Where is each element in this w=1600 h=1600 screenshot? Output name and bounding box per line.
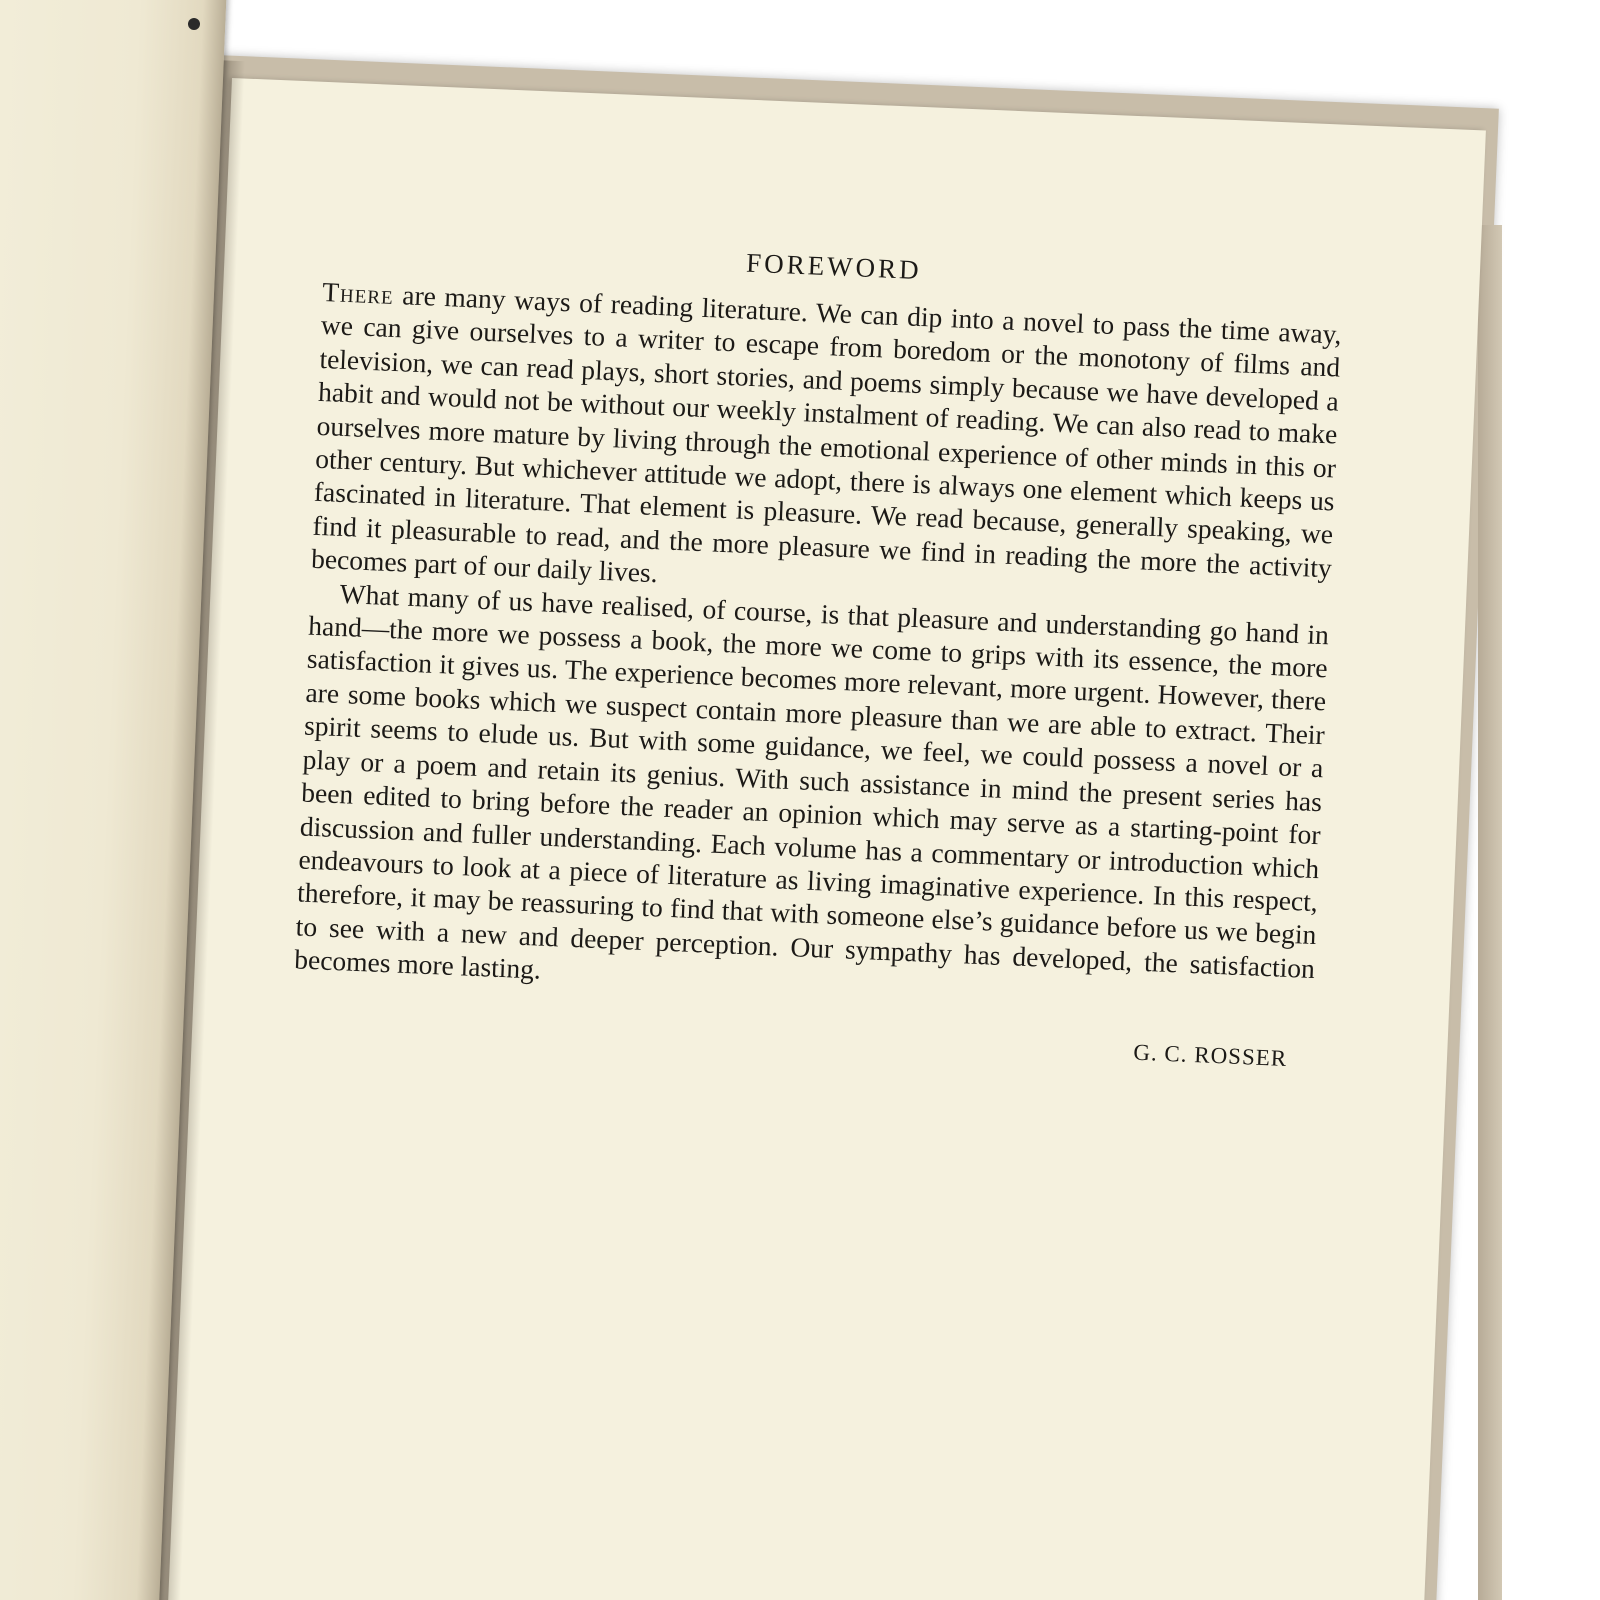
page-title: FOREWORD <box>745 247 923 286</box>
paragraph-1-body: are many ways of reading literature. We can dip into a novel to pass the time away, we can give ourselves to a writer to escape from boredom or the monotony of films and television, we can read plays, short stories, and poems simply because we have developed a habit and would not be without our weekly instalment of reading. We can also read to make ourselves more mature by living through the emotional experience of other minds in this or other century. But whichever attitude we adopt, there is always one element which keeps us fascinated in literature. That element is pleasure. We read because, generally speaking, we find it pleasurable to read, and the more pleasure we find in reading the more the activity becomes part of our daily lives. <box>310 278 1343 589</box>
paragraph-1-lead: There <box>321 275 395 310</box>
paragraph-2: What many of us have realised, of course, is that pleasure and understanding go hand in hand—the more we possess a book, the more we come to grips with its essence, the more satisfaction it gives us. The experience becomes more relevant, more urgent. However, there are some books which we suspect contain more pleasure than we are able to extract. Their spirit seems to elude us. But with some guidance, we feel, we could possess a novel or a play or a poem and retain its genius. With such assistance in mind the present series has been edited to bring before the reader an opinion which may serve as a starting-point for discussion and fuller understanding. Each volume has a commentary or introduction which endeavours to look at a piece of literature as living imaginative experience. In this respect, therefore, it may be reassuring to find that with someone else’s guidance before us we begin to see with a new and deeper perception. Our sympathy has developed, the satisfaction becomes more lasting. <box>293 577 1330 985</box>
corner-mark <box>188 18 200 30</box>
author-signature: G. C. ROSSER <box>1132 1039 1288 1071</box>
paragraph-1 <box>311 275 1343 618</box>
foreword-text-block <box>291 230 1344 1073</box>
book-cover-edge <box>1478 225 1502 1600</box>
